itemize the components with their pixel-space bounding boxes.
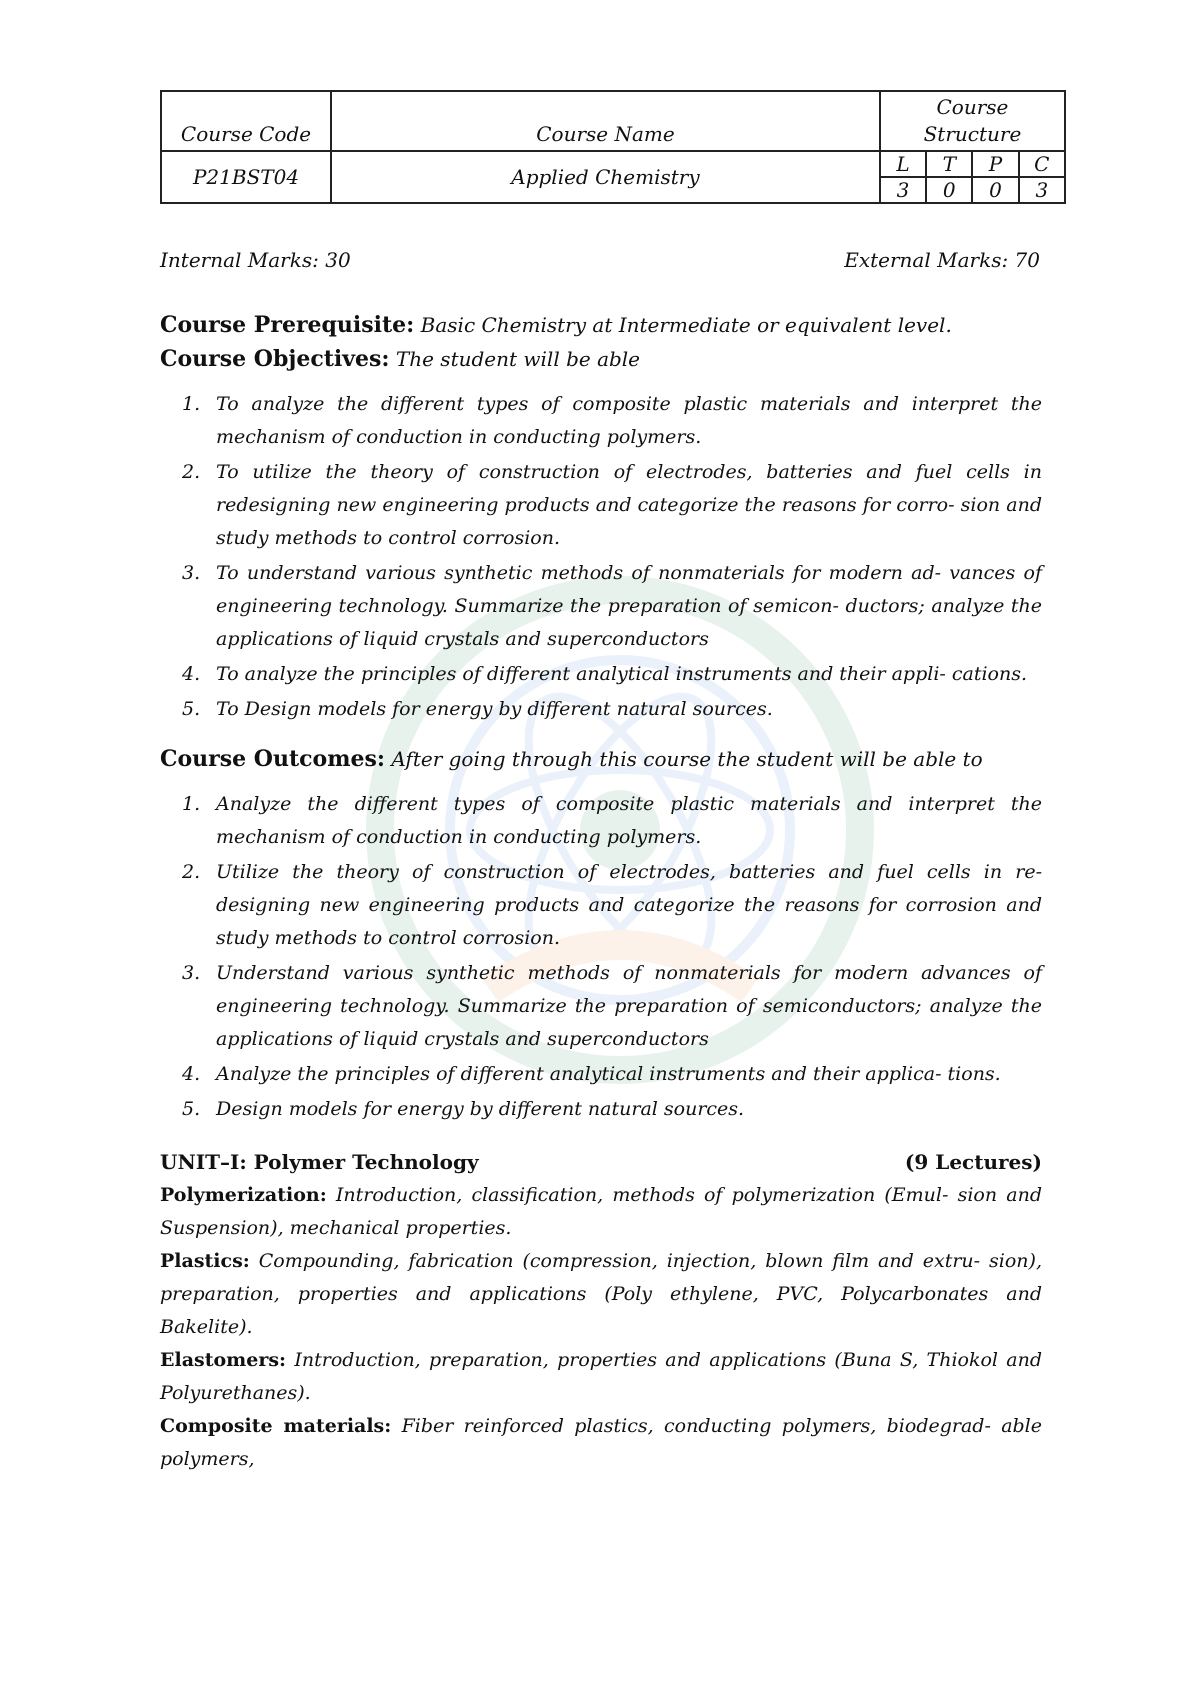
list-item <box>160 388 1042 454</box>
outcomes-intro: After going through this course the student will be able to <box>391 747 983 771</box>
outcomes-list <box>160 788 1042 1126</box>
marks-row <box>160 248 1040 272</box>
objectives-intro: The student will be able <box>395 347 641 371</box>
paragraph-label: Composite materials: <box>160 1415 392 1437</box>
ltpc-label-p: P <box>972 151 1018 177</box>
outcome-text: Utilize the theory of construction of electrodes, batteries and fuel cells in re- designing new engineering products and categorize the reasons for corrosion and study methods to control corrosion. <box>216 861 1042 949</box>
list-item <box>160 693 1042 726</box>
course-objectives-heading <box>160 342 1060 376</box>
list-number: 4. <box>182 663 201 685</box>
outcome-text: Understand various synthetic methods of nonmaterials for modern advances of engineering technology. Summarize the preparation of semiconductors; analyze the applications of liquid crystals and superconductors <box>216 962 1042 1050</box>
list-number: 5. <box>182 1098 201 1120</box>
course-name-header: Course Name <box>331 91 880 151</box>
course-outcomes-heading <box>160 742 1060 776</box>
prerequisite-label: Course Prerequisite: <box>160 312 415 338</box>
outcomes-label: Course Outcomes: <box>160 746 385 772</box>
unit-1-heading <box>160 1146 1042 1179</box>
objective-text: To analyze the principles of different analytical instruments and their appli- cations. <box>216 663 1028 685</box>
document-page <box>160 90 1060 1476</box>
paragraph-label: Polymerization: <box>160 1184 327 1206</box>
paragraph-text: Compounding, fabrication (compression, injection, blown film and extru- sion), preparation, properties and applications (Poly ethylene, PVC, Polycarbonates and Bakelite). <box>160 1250 1042 1338</box>
paragraph-label: Plastics: <box>160 1250 250 1272</box>
outcome-text: Design models for energy by different natural sources. <box>216 1098 745 1120</box>
objectives-label: Course Objectives: <box>160 346 390 372</box>
ltpc-label-t: T <box>926 151 972 177</box>
ltpc-label-c: C <box>1019 151 1065 177</box>
objective-text: To understand various synthetic methods of nonmaterials for modern ad- vances of engineering technology. Summarize the preparation of semicon- ductors; analyze the applications of liquid crystals and superconductors <box>216 562 1042 650</box>
list-number: 1. <box>182 793 201 815</box>
external-marks: External Marks: 70 <box>844 248 1040 272</box>
unit-1-lectures: (9 Lectures) <box>904 1150 1042 1174</box>
list-item <box>160 658 1042 691</box>
course-name-value: Applied Chemistry <box>331 151 880 203</box>
course-info-table <box>160 90 1066 204</box>
list-number: 1. <box>182 393 201 415</box>
unit-1-paragraph <box>160 1179 1042 1245</box>
list-item <box>160 1093 1042 1126</box>
ltpc-label-l: L <box>880 151 926 177</box>
list-item <box>160 788 1042 854</box>
course-code-value: P21BST04 <box>161 151 331 203</box>
list-item <box>160 557 1042 656</box>
internal-marks: Internal Marks: 30 <box>160 248 351 272</box>
paragraph-text: Introduction, preparation, properties and applications (Buna S, Thiokol and Polyurethanes). <box>160 1349 1042 1404</box>
objective-text: To Design models for energy by different natural sources. <box>216 698 773 720</box>
list-item <box>160 856 1042 955</box>
list-item <box>160 1058 1042 1091</box>
list-number: 2. <box>182 461 201 483</box>
list-number: 3. <box>182 962 201 984</box>
ltpc-value-l: 3 <box>880 177 926 203</box>
unit-1-paragraph <box>160 1410 1042 1476</box>
course-prerequisite <box>160 308 1060 342</box>
list-item <box>160 456 1042 555</box>
course-structure-header: Course Structure <box>880 91 1065 151</box>
unit-1-title: UNIT–I: Polymer Technology <box>160 1150 479 1174</box>
objective-text: To analyze the different types of composite plastic materials and interpret the mechanism of conduction in conducting polymers. <box>216 393 1042 448</box>
list-number: 5. <box>182 698 201 720</box>
list-number: 3. <box>182 562 201 584</box>
objective-text: To utilize the theory of construction of electrodes, batteries and fuel cells in redesigning new engineering products and categorize the reasons for corro- sion and study methods to control corrosion. <box>216 461 1042 549</box>
paragraph-text: Fiber reinforced plastics, conducting polymers, biodegrad- able polymers, <box>160 1415 1043 1470</box>
prerequisite-text: Basic Chemistry at Intermediate or equivalent level. <box>420 313 952 337</box>
objectives-list <box>160 388 1042 726</box>
list-item <box>160 957 1042 1056</box>
unit-1-paragraph <box>160 1245 1042 1344</box>
paragraph-label: Elastomers: <box>160 1349 287 1371</box>
unit-1-paragraph <box>160 1344 1042 1410</box>
paragraph-text: Introduction, classification, methods of polymerization (Emul- sion and Suspension), mechanical properties. <box>160 1184 1042 1239</box>
course-code-header: Course Code <box>161 91 331 151</box>
list-number: 2. <box>182 861 201 883</box>
outcome-text: Analyze the principles of different analytical instruments and their applica- tions. <box>216 1063 1001 1085</box>
outcome-text: Analyze the different types of composite plastic materials and interpret the mechanism of conduction in conducting polymers. <box>216 793 1042 848</box>
list-number: 4. <box>182 1063 201 1085</box>
ltpc-value-t: 0 <box>926 177 972 203</box>
ltpc-value-p: 0 <box>972 177 1018 203</box>
ltpc-value-c: 3 <box>1019 177 1065 203</box>
